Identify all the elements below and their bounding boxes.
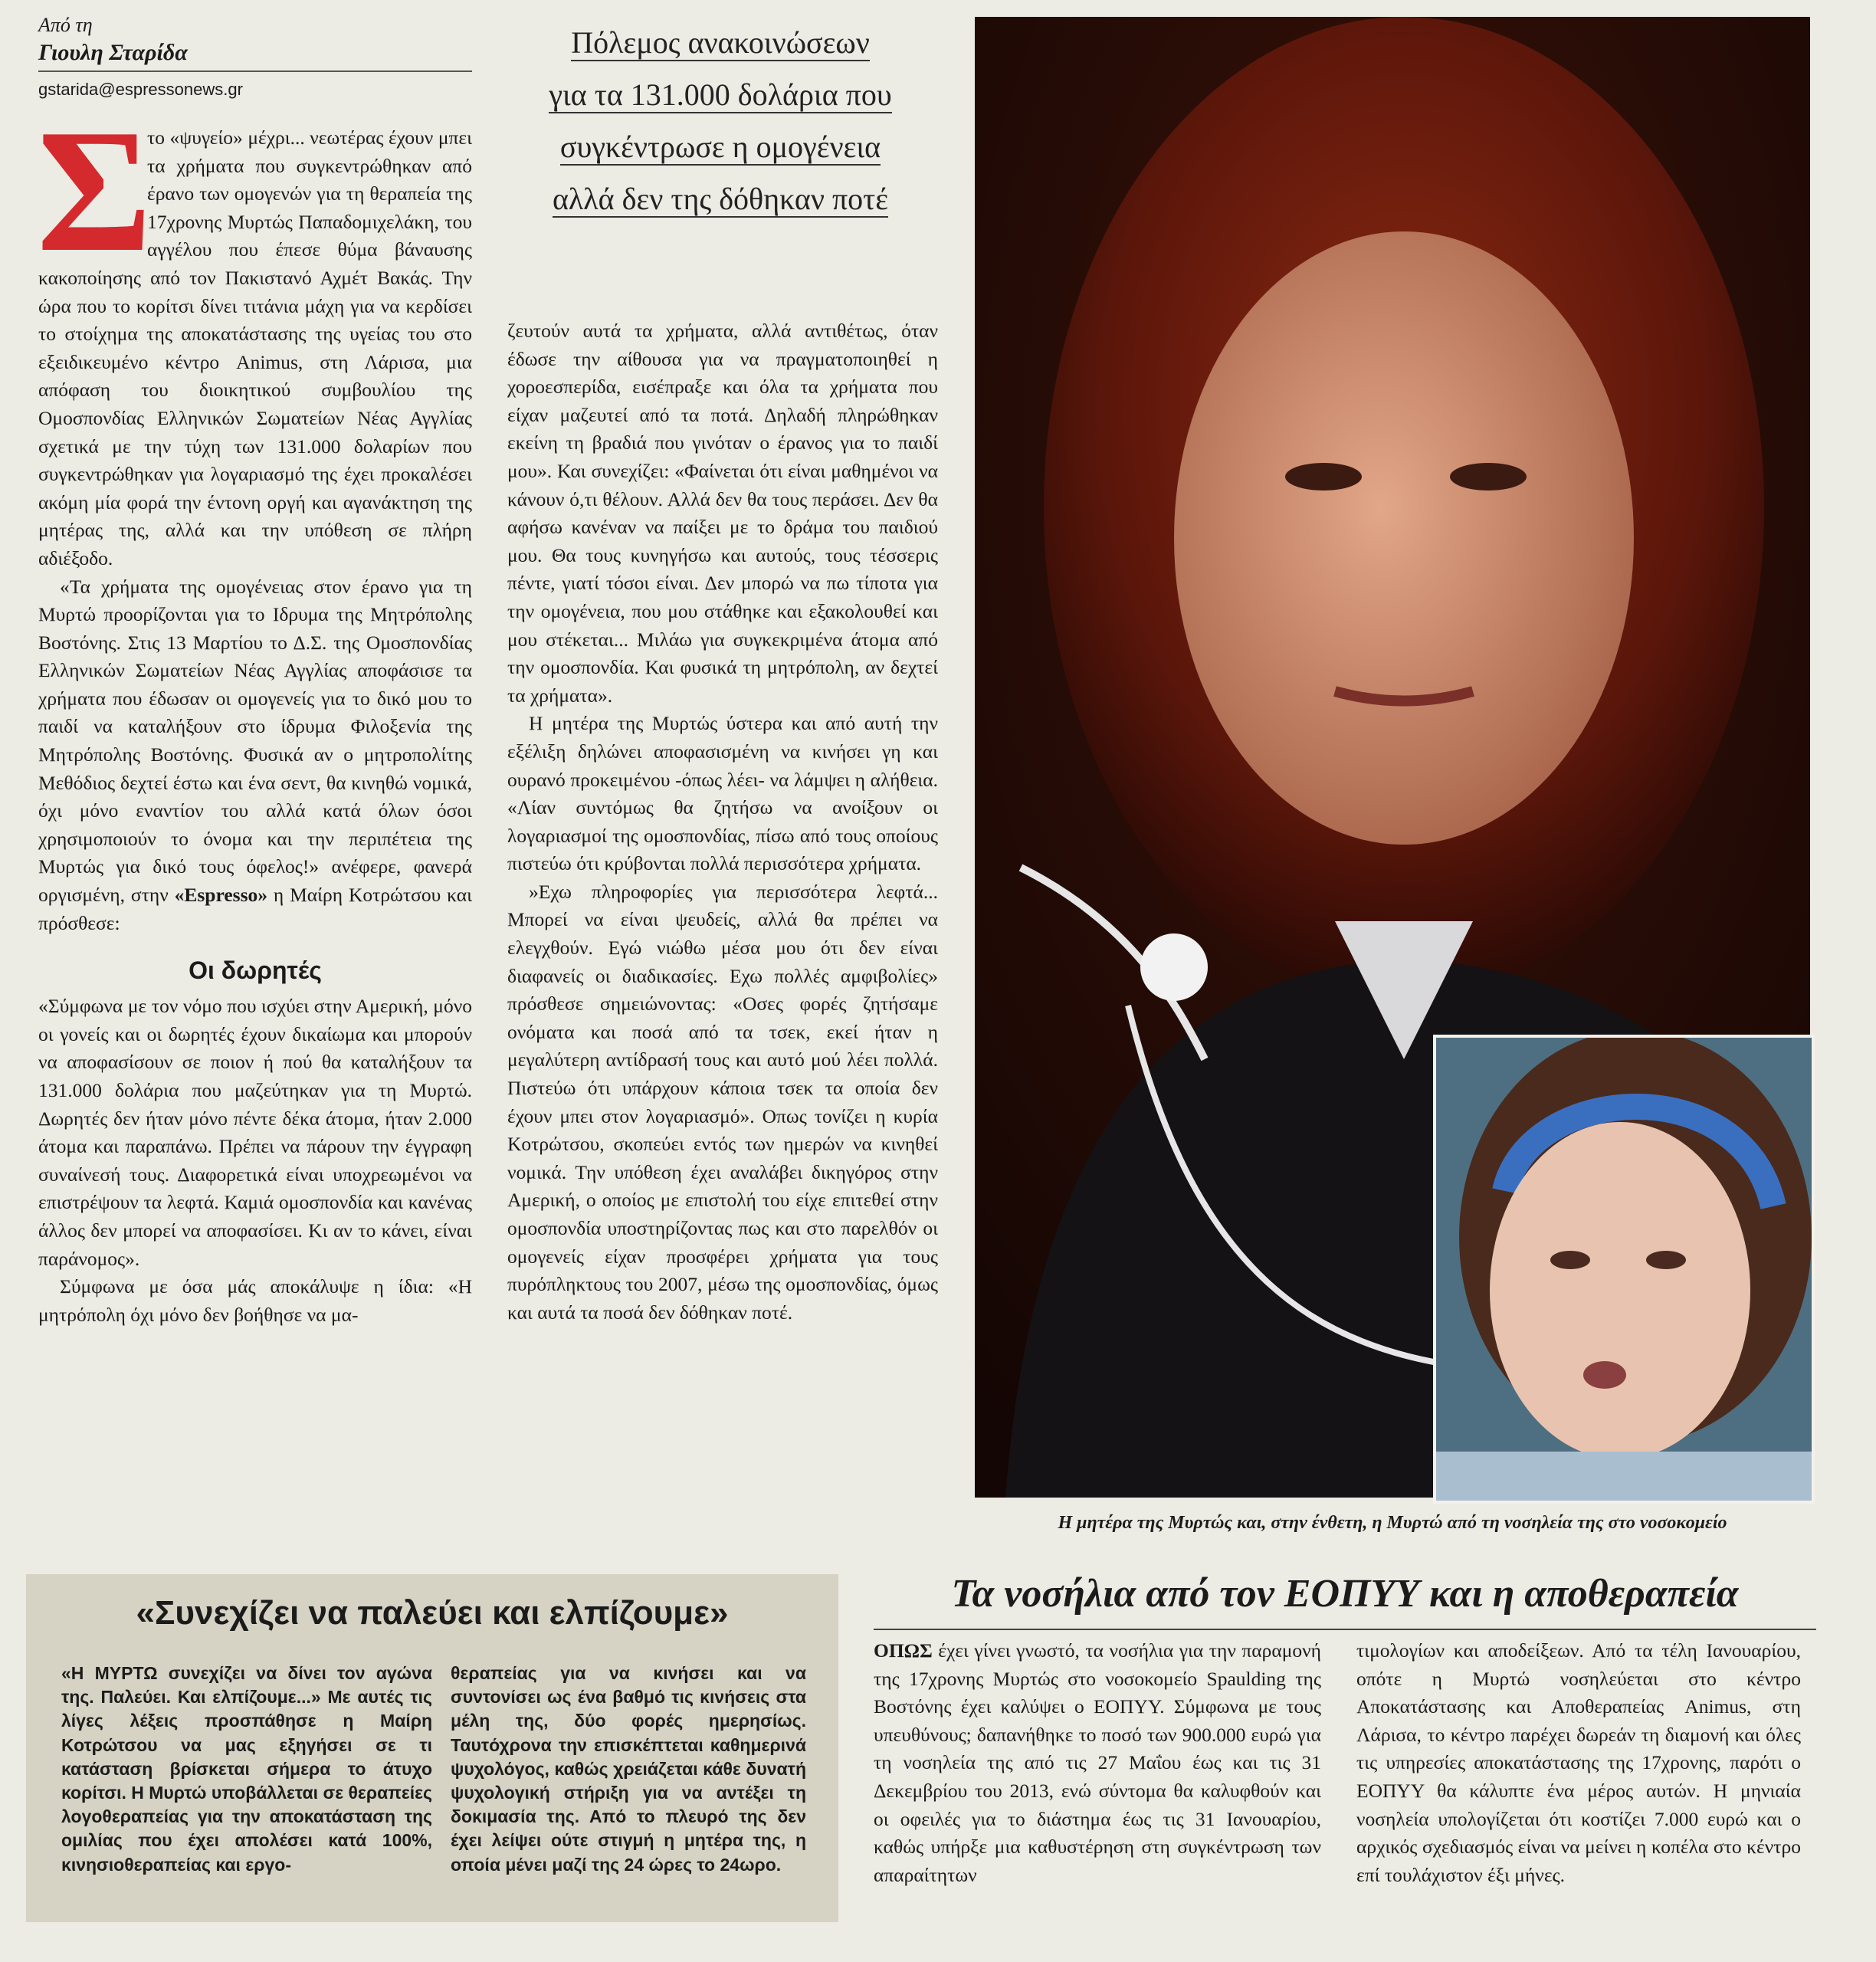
article-text: έχει γίνει γνωστό, τα νοσήλια για την παραμονή της 17χρονης Μυρτώς στο νοσοκομείο Spaulding της Βοστόνης έχει καλύψει ο ΕΟΠΥΥ. Σύμφωνα με τους υπευθύνους; δαπανήθηκε το ποσό των 900.000 ευρώ για τη νοσηλεία της από τις 27 Μαΐου έως και τις 31 Δεκεμβρίου του 2013, ενώ σύντομα θα καλυφθούν και οι οφειλές για το διάστημα έως τις 31 Ιανουαρίου, καθώς υπήρξε μια καθυστέρηση στη συγκέντρωση των απαραίτητων <box>874 1639 1321 1886</box>
article-paragraph: Σύμφωνα με όσα μάς αποκάλυψε η ίδια: «Η μητρόπολη όχι μόνο δεν βοήθησε να μα- <box>38 1275 472 1326</box>
story2-column-1 <box>874 1637 1321 1889</box>
headline-line: αλλά δεν της δόθηκαν ποτέ <box>552 182 889 216</box>
article-text: η Μαίρη Κοτρώτσου και πρόσθεσε: <box>38 884 472 934</box>
headline <box>506 17 935 225</box>
myrto-inset-photo <box>1433 1035 1815 1504</box>
byline-rule <box>38 71 472 72</box>
byline-author: Γιουλη Σταρίδα <box>38 40 188 65</box>
drop-cap: Σ <box>37 93 153 288</box>
brand-name: «Espresso» <box>174 884 267 907</box>
article-paragraph <box>874 1637 1321 1889</box>
byline-prefix: Από τη <box>38 14 93 36</box>
article-paragraph: Η μητέρα της Μυρτώς ύστερα και από αυτή την εξέλιξη δηλώνει αποφασισμένη να κινήσει γη και ουρανό προκειμένου -όπως λέει- να λάμψει η αλήθεια. «Λίαν συντόμως θα ζητήσω να ανοίξουν οι λογαριασμοί της ομοσπονδίας, πίσω από τους οποίους πιστεύω ότι κρύβονται πολλά περισσότερα χρήματα. <box>507 712 938 875</box>
sidebar-column-1: «Η ΜΥΡΤΩ συνεχίζει να δίνει τον αγώνα της. Παλεύει. Και ελπίζουμε...» Με αυτές τις λίγες λέξεις προσπάθησε η Μαίρη Κοτρώτσου να μας εξηγήσει σε τι κατάσταση βρίσκεται σήμερα το άτυχο κορίτσι. Η Μυρτώ υποβάλλεται σε θεραπείες λογοθεραπείας για την αποκατάσταση της ομιλίας που έχει απολέσει κατά 100%, κινησιοθεραπείας και εργο- <box>61 1663 433 1875</box>
article-paragraph: «Σύμφωνα με τον νόμο που ισχύει στην Αμερική, μόνο οι γονείς και οι δωρητές έχουν δικαίωμα και μπορούν να αποφασίσουν σε ποιον ή πού θα καταλήξουν τα 131.000 δολάρια που μαζεύτηκαν για τη Μυρτώ. Δωρητές δεν ήταν μόνο πέντε δέκα άτομα, ήταν 2.000 άτομα και παραπάνω. Πρέπει να πάρουν την έγγραφη συναίνεσή τους. Διαφορετικά είναι υποχρεωμένοι να επιστρέψουν τα λεφτά. Καμιά ομοσπονδία και κανένας άλλος δεν μπορεί να αποφασίσει. Κι αν το κάνει, είναι παράνομος». <box>38 995 472 1270</box>
article-column-2 <box>507 317 938 1327</box>
sidebar-column-2: θεραπείας για να κινήσει και να συντονίσει ως ένα βαθμό τις κινήσεις στα μέλη της, δύο φορές ημερησίως. Ταυτόχρονα την επισκέπτεται καθημερινά ψυχολόγος, καθώς χρειάζεται κάθε δυνατή ψυχολογική στήριξη για να αντέξει τη δοκιμασία της. Από το πλευρό της δεν έχει λείψει ούτε στιγμή η μητέρα της, η οποία μένει μαζί της 24 ώρες το 24ωρο. <box>451 1663 806 1875</box>
article-paragraph: »Εχω πληροφορίες για περισσότερα λεφτά... Μπορεί να είναι ψευδείς, αλλά θα πρέπει να ελεγχθούν. Εγώ νιώθω μέσα μου ότι δεν είναι διαφανείς οι διαδικασίες. Εχω πολλές αμφιβολίες» πρόσθεσε σημειώνοντας: «Οσες φορές ζητήσαμε ονόματα και ποσά από τα τσεκ, εκεί ήταν η μεγαλύτερη αντίδρασή τους και αυτό μού λέει πολλά. Πιστεύω ότι υπάρχουν κάποια τσεκ τα οποία δεν έχουν μπει στον λογαριασμό». Οπως τονίζει η κυρία Κοτρώτσου, σκοπεύει εντός των ημερών να κινηθεί νομικά. Την υπόθεση έχει αναλάβει δικηγόρος στην Αμερική, ο οποίος με επιστολή του είχε επιτεθεί στην ομοσπονδία υποστηρίζοντας πως και στο παρελθόν οι ομογενείς είχαν προσφέρει χρήματα για τους πυρόπληκτους του 2007, μέσω της ομοσπονδίας, όμως και αυτά τα ποσά δεν δόθηκαν ποτέ. <box>507 880 938 1324</box>
article-paragraph: το «ψυγείο» μέχρι... νεωτέρας έχουν μπει τα χρήματα που συγκεντρώθηκαν από έρανο των ομογενών για τη θεραπεία της 17χρονης Μυρτώς Παπαδομιχελάκη, του αγγέλου που έπεσε θύμα βάναυσης κακοποίησης από τον Πακιστανό Αχμέτ Βακάς. Την ώρα που το κορίτσι δίνει τιτάνια μάχη για να κερδίσει το στοίχημα της αποκατάστασης της υγείας του στο εξειδικευμένο κέντρο Animus, στη Λάρισα, μια απόφαση του διοικητικού συμβουλίου της Ομοσπονδίας Ελληνικών Σωματείων Νέας Αγγλίας σχετικά με την τύχη των 131.000 δολαρίων που συγκεντρώθηκαν για λογαριασμό της έχει προκαλέσει ακόμη μία φορά την έντονη οργή και αγανάκτηση της μητέρας της, αλλά και την υπόθεση σε πλήρη αδιέξοδο. <box>38 126 472 569</box>
article-paragraph: ζευτούν αυτά τα χρήματα, αλλά αντιθέτως, όταν έδωσε την αίθουσα για να πραγματοποιηθεί η χοροεσπερίδα, εισέπραξε και όλα τα χρήματα που είχαν μαζευτεί από τα ποτά. Δηλαδή πληρώθηκαν εκείνη τη βραδιά που γινόταν ο έρανος για το παιδί μου». Και συνεχίζει: «Φαίνεται ότι είναι μαθημένοι να κάνουν ό,τι θέλουν. Αλλά δεν θα τους περάσει. Δεν θα αφήσω κανέναν να παίξει με το δράμα του παιδιού μου. Θα τους κυνηγήσω και αυτούς, τους τέσσερις πέντε, γιατί τόσοι είναι. Δεν μπορώ να πω τίποτα για την ομογένεια, που μου στάθηκε και εξακολουθεί και μου στέκεται... Μιλάω για συγκεκριμένα άτομα από την ομοσπονδία. Και φυσικά τη μητρόπολη, αν δεχτεί τα χρήματα». <box>507 320 938 707</box>
article-paragraph: τιμολογίων και αποδείξεων. Από τα τέλη Ιανουαρίου, οπότε η Μυρτώ νοσηλεύεται στο κέντρο Αποκατάστασης και Αποθεραπείας Animus, στη Λάρισα, το κέντρο παρέχει δωρεάν τη διαμονή και όλες τις υπηρεσίες αποκατάστασης της 17χρονης, παρότι ο ΕΟΠΥΥ θα κάλυπτε ένα μέρος αυτών. Η μηνιαία νοσηλεία υπολογίζεται ότι κοστίζει 7.000 ευρώ και ο αρχικός σχεδιασμός είναι να μείνει η κοπέλα στο κέντρο επί τουλάχιστον έξι μήνες. <box>1356 1639 1801 1886</box>
sidebar-title: «Συνεχίζει να παλεύει και ελπίζουμε» <box>136 1594 729 1632</box>
headline-line: Πόλεμος ανακοινώσεων <box>571 25 870 60</box>
headline-line: συγκέντρωσε η ομογένεια <box>559 130 881 164</box>
story2-column-2 <box>1356 1637 1801 1889</box>
lead-word: ΟΠΩΣ <box>874 1639 933 1662</box>
photo-caption: Η μητέρα της Μυρτώς και, στην ένθετη, η Μυρτώ από τη νοσηλεία της στο νοσοκομείο <box>1058 1513 1727 1533</box>
myrto-inset-illustration <box>1436 1038 1812 1501</box>
headline-line: για τα 131.000 δολάρια που <box>549 77 892 112</box>
article-text: «Τα χρήματα της ομογένειας στον έρανο για τη Μυρτώ προορίζονται για το Ιδρυμα της Μητρόπολης Βοστόνης. Στις 13 Μαρτίου το Δ.Σ. της Ομοσπονδίας Ελληνικών Σωματείων Νέας Αγγλίας αποφάσισε τα χρήματα που έδωσαν οι ομογενείς για το δικό μου το παιδί να καταλήξουν στο ίδρυμα Φιλοξενία της Μητρόπολης Βοστόνης. Φυσικά αν ο μητροπολίτης Μεθόδιος δεχτεί έστω και ένα σεντ, θα κινηθώ νομικά, όχι μόνο εναντίον του αλλά κατά όλων όσοι χρησιμοποιούν το όνομα και την περιπέτεια της Μυρτώς για δικό τους όφελος!» ανέφερε, φανερά οργισμένη, στην <box>38 575 472 907</box>
story2-title: Τα νοσήλια από τον ΕΟΠΥΥ και η αποθεραπεία <box>951 1572 1739 1616</box>
article-paragraph <box>38 573 472 938</box>
article-column-1 <box>37 93 472 1329</box>
story2-rule <box>874 1629 1816 1630</box>
subhead: Οι δωρητές <box>189 956 322 985</box>
author-email[interactable]: gstarida@espressonews.gr <box>38 80 243 99</box>
